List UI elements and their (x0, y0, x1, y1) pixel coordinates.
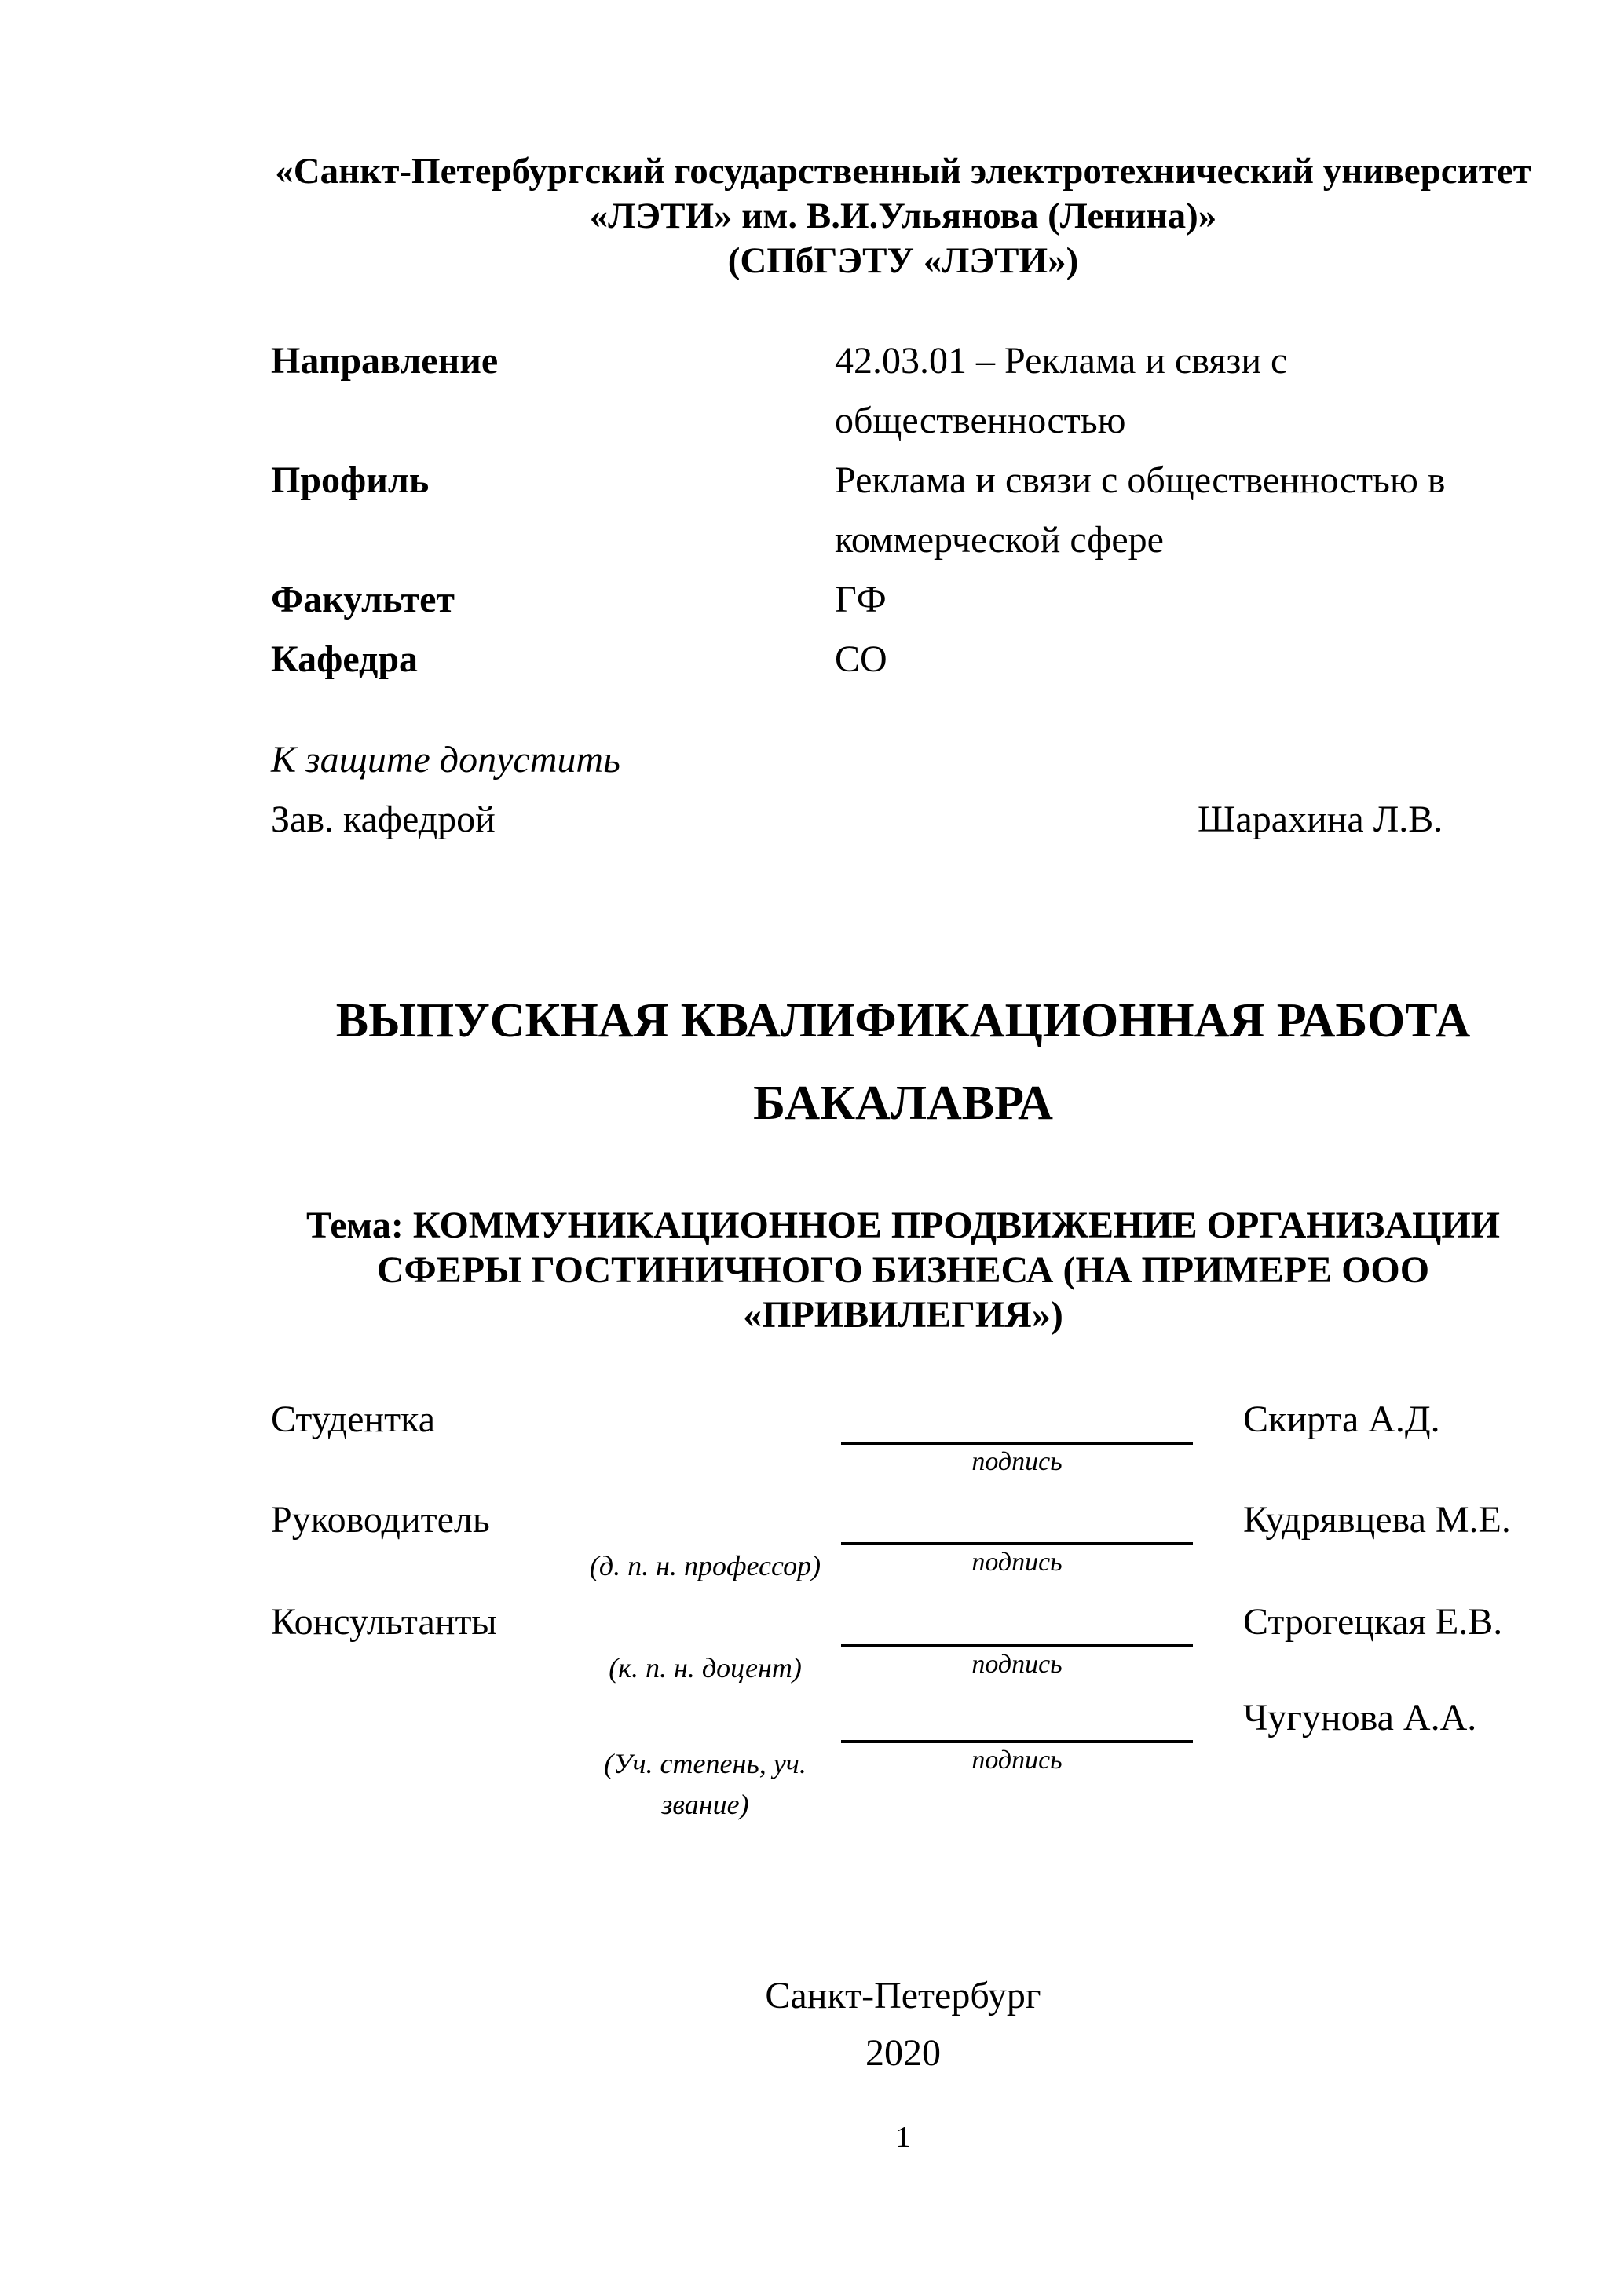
footer-year: 2020 (865, 2032, 941, 2074)
university-name-line2: «ЛЭТИ» им. В.И.Ульянова (Ленина)» (589, 196, 1217, 236)
university-abbreviation: (СПбГЭТУ «ЛЭТИ») (727, 240, 1079, 281)
supervisor-degree: (д. п. н. профессор) (589, 1550, 821, 1581)
field-row-direction (271, 331, 1535, 451)
student-signature-caption: подпись (971, 1447, 1063, 1476)
supervisor-label: Руководитель (271, 1499, 490, 1541)
field-row-profile (271, 451, 1535, 570)
university-name-line1: «Санкт-Петербургский государственный электротехнический университет (275, 151, 1531, 192)
university-header (271, 149, 1535, 283)
field-row-faculty (271, 570, 1535, 630)
faculty-label: Факультет (271, 579, 455, 620)
supervisor-name: Кудрявцева М.Е. (1243, 1499, 1511, 1541)
student-label: Студентка (271, 1398, 435, 1440)
consultant-1-signature-line (841, 1600, 1193, 1647)
thesis-topic: Тема: КОММУНИКАЦИОННОЕ ПРОДВИЖЕНИЕ ОРГАНИЗАЦИИ СФЕРЫ ГОСТИНИЧНОГО БИЗНЕСА (НА ПРИМЕРЕ ООО «ПРИВИЛЕГИЯ») (306, 1205, 1500, 1336)
page-number: 1 (895, 2121, 911, 2154)
consultant-2-signature-caption: подпись (971, 1746, 1063, 1775)
consultant-2-signature-line (841, 1696, 1193, 1743)
student-name: Скирта А.Д. (1243, 1398, 1440, 1440)
program-fields (271, 331, 1535, 689)
direction-label: Направление (271, 340, 499, 382)
consultant-2-name: Чугунова А.А. (1243, 1697, 1477, 1738)
profile-label: Профиль (271, 459, 430, 501)
head-of-department-label: Зав. кафедрой (271, 799, 496, 840)
head-of-department-name: Шарахина Л.В. (1198, 799, 1443, 840)
approval-intro: К защите допустить (271, 739, 620, 781)
consultant-1-degree: (к. п. н. доцент) (609, 1652, 802, 1684)
consultants-label: Консультанты (271, 1601, 497, 1643)
main-title-line2: БАКАЛАВРА (753, 1077, 1053, 1130)
faculty-value: ГФ (835, 579, 887, 620)
supervisor-signature-caption: подпись (971, 1548, 1063, 1577)
field-row-department (271, 630, 1535, 689)
footer-city: Санкт-Петербург (765, 1975, 1041, 2016)
main-title (271, 980, 1535, 1145)
consultant-1-signature-caption: подпись (971, 1650, 1063, 1679)
main-title-line1: ВЫПУСКНАЯ КВАЛИФИКАЦИОННАЯ РАБОТА (335, 994, 1471, 1047)
direction-value: 42.03.01 – Реклама и связи с общественностью (835, 340, 1288, 441)
approval-row (271, 790, 1535, 850)
supervisor-signature-line (841, 1498, 1193, 1545)
signature-row-consultant-2 (271, 1696, 1535, 1830)
department-value: СО (835, 638, 887, 680)
department-label: Кафедра (271, 638, 419, 680)
consultant-2-degree: (Уч. степень, уч. звание) (604, 1748, 807, 1820)
consultant-1-name: Строгецкая Е.В. (1243, 1601, 1503, 1643)
profile-value: Реклама и связи с общественностью в коммерческой сфере (835, 459, 1446, 561)
footer (271, 1967, 1535, 2082)
student-signature-line (841, 1398, 1193, 1445)
